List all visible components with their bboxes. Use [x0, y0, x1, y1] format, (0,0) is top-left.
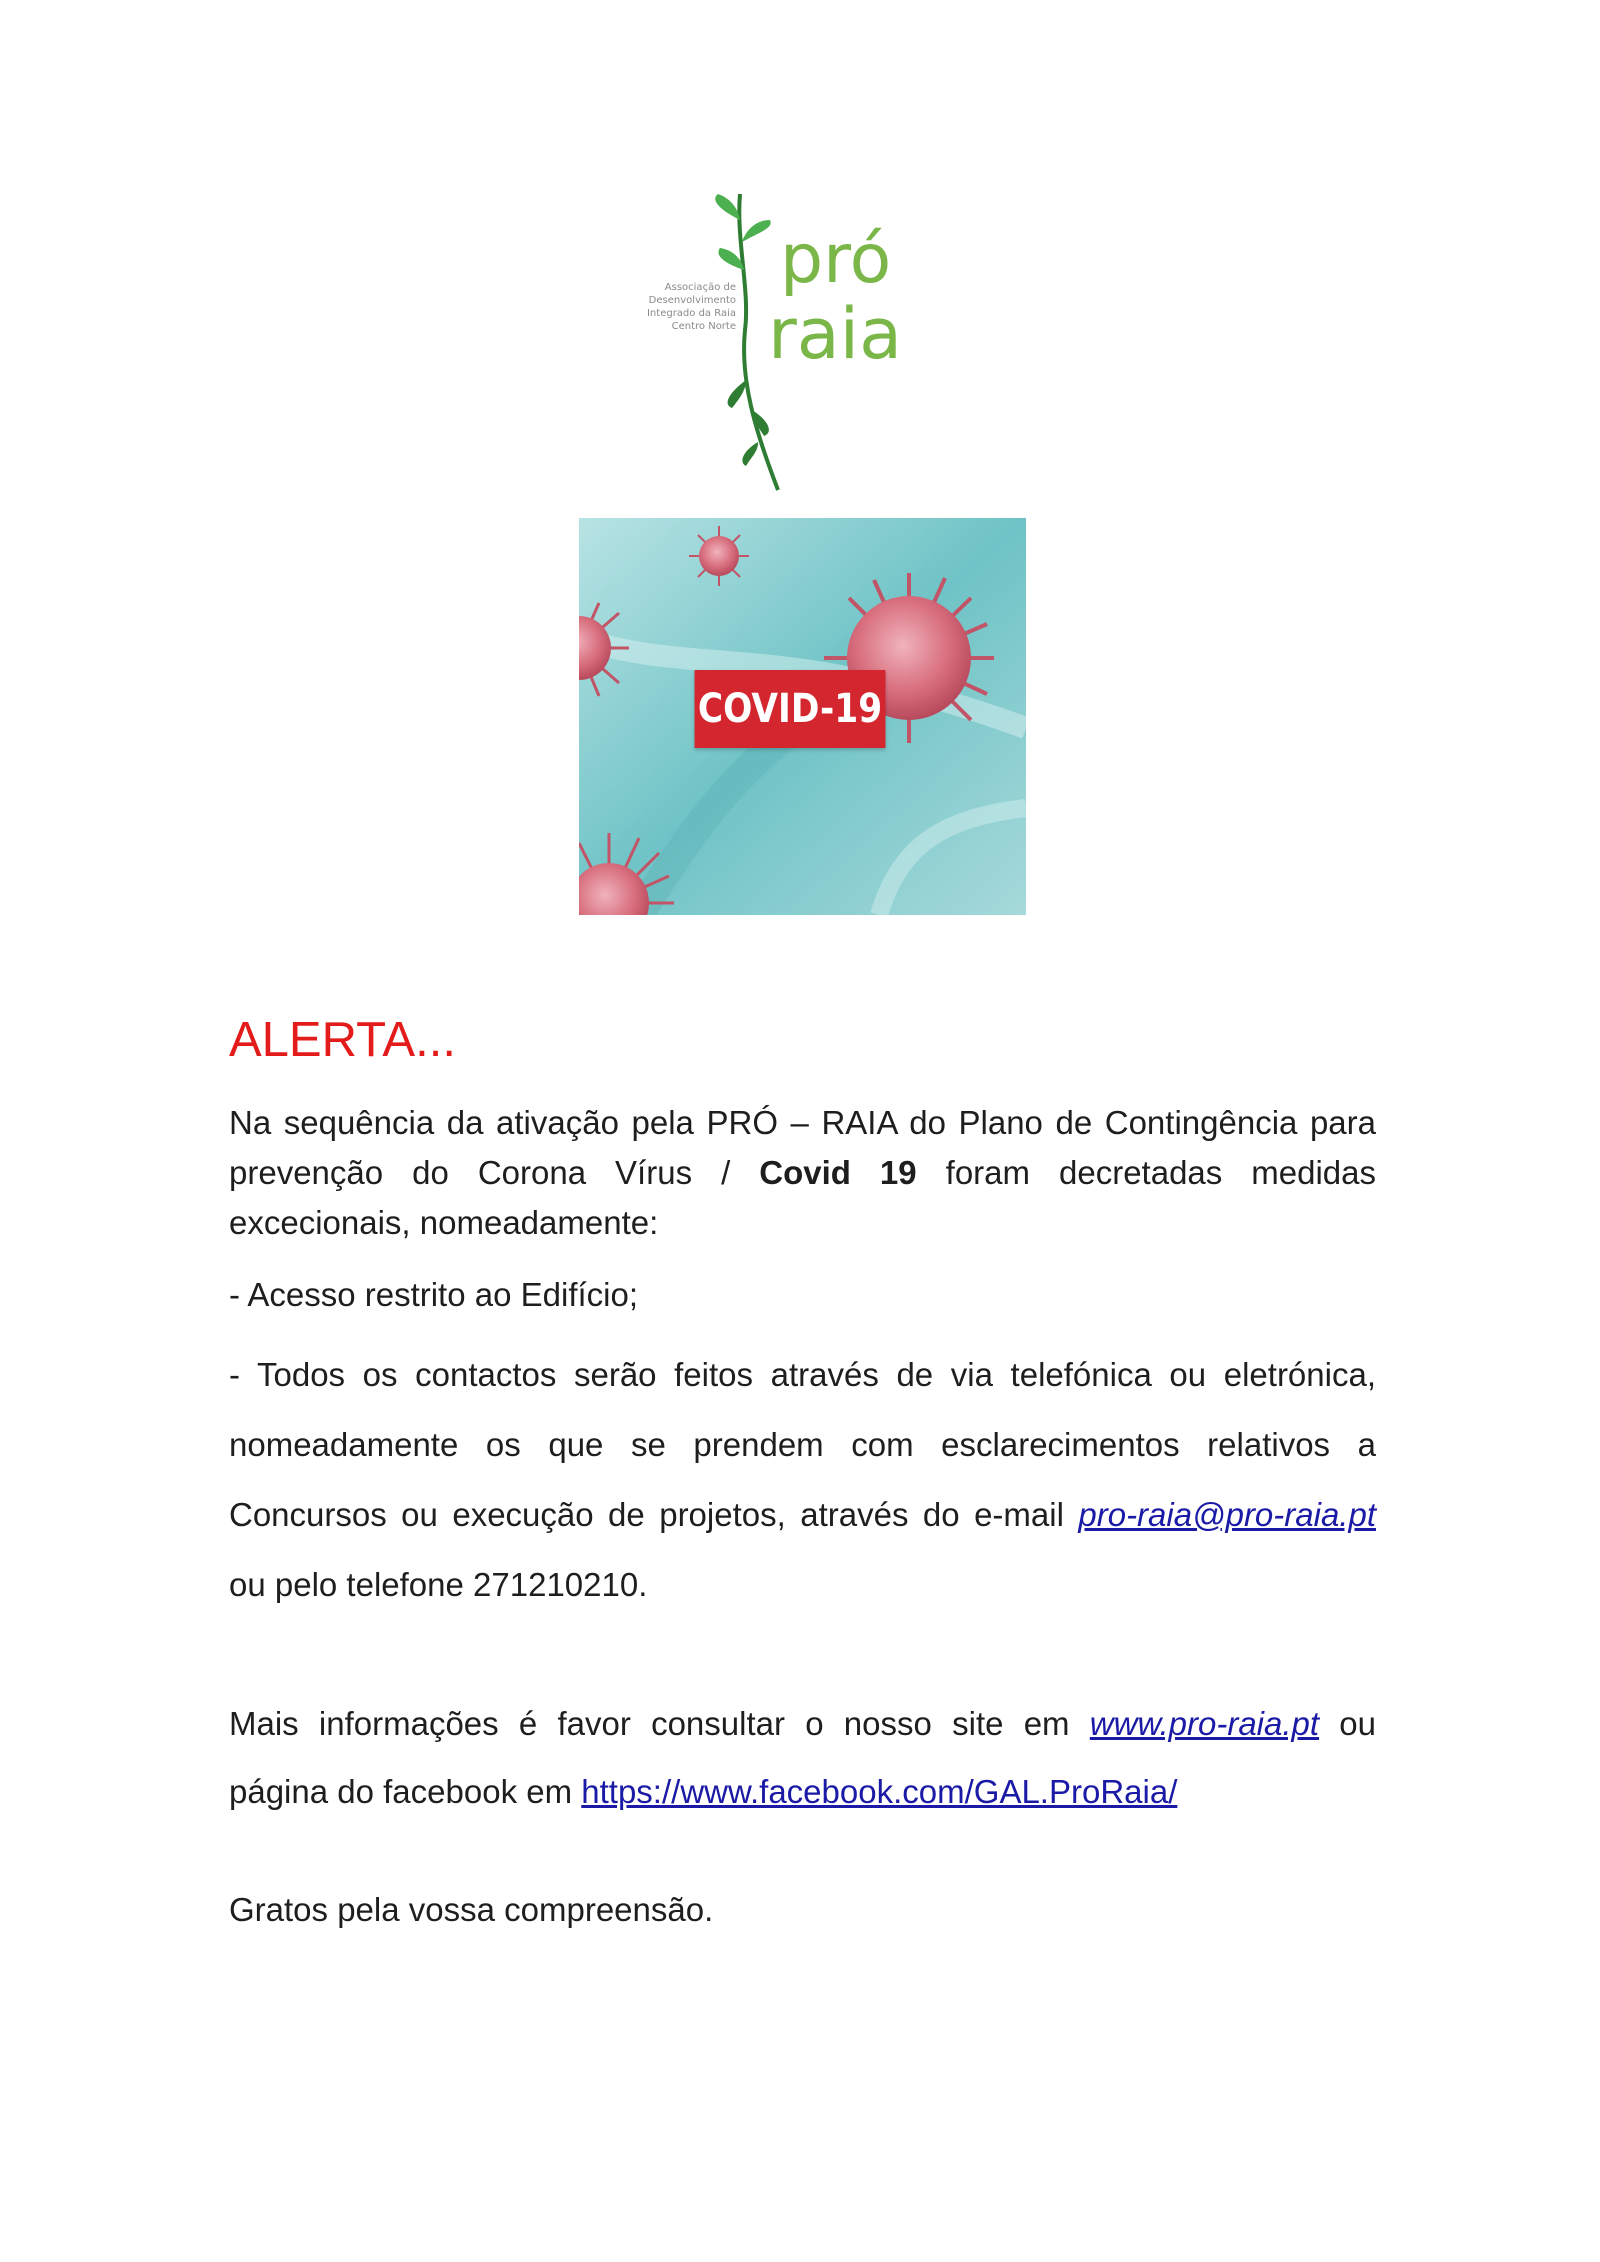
intro-line-2-end: foram decretadas medidas: [945, 1154, 1377, 1191]
pro-raia-logo-graphic: [640, 180, 960, 500]
intro-line-3: excecionais, nomeadamente:: [229, 1204, 659, 1241]
covid-19-badge: COVID-19: [695, 670, 886, 748]
contacts-line-3-text: Concursos ou execução de projetos, através do e-mail: [229, 1496, 1064, 1533]
logo-tagline-line: Associação de: [664, 282, 736, 293]
measure-restricted-access: [229, 1270, 1376, 1320]
contacts-line-1: - Todos os contactos serão feitos através de via telefónica ou eletrónica,: [229, 1356, 1376, 1393]
contacts-line-3: [229, 1480, 1376, 1550]
intro-paragraph: [229, 1098, 1376, 1248]
contacts-line-2: nomeadamente os que se prendem com esclarecimentos relativos a: [229, 1426, 1376, 1463]
more-info-line-2: [229, 1758, 1376, 1826]
email-link[interactable]: pro-raia@pro-raia.pt: [1078, 1496, 1376, 1533]
logo-tagline-line: Integrado da Raia: [646, 308, 736, 319]
logo-text-pro: pró: [780, 220, 892, 299]
more-info-line-1: [229, 1690, 1376, 1758]
covid-19-image: [579, 518, 1026, 915]
intro-line-2: [229, 1148, 1376, 1198]
logo-tagline-line: Desenvolvimento: [648, 295, 736, 306]
intro-line-1: Na sequência da ativação pela PRÓ – RAIA do Plano de Contingência para: [229, 1104, 1376, 1141]
more-info-line-1-text: Mais informações é favor consultar o nosso site em: [229, 1705, 1070, 1742]
pro-raia-logo: [640, 180, 960, 500]
facebook-link[interactable]: https://www.facebook.com/GAL.ProRaia/: [581, 1773, 1178, 1810]
more-info-line-2-text: página do facebook em: [229, 1773, 573, 1810]
measure-restricted-access-text: - Acesso restrito ao Edifício;: [229, 1276, 639, 1313]
thanks-text: Gratos pela vossa compreensão.: [229, 1891, 714, 1928]
logo-text-raia: raia: [768, 293, 903, 375]
contacts-line-4: ou pelo telefone 271210210.: [229, 1566, 648, 1603]
alert-title: ALERTA...: [229, 1013, 456, 1067]
intro-line-2-start: prevenção do Corona Vírus /: [229, 1154, 731, 1191]
more-info-paragraph: [229, 1690, 1376, 1826]
website-link[interactable]: www.pro-raia.pt: [1089, 1705, 1320, 1742]
more-info-line-1-end: ou: [1339, 1705, 1377, 1742]
logo-tagline-line: Centro Norte: [671, 321, 736, 332]
covid-19-bold: Covid 19: [759, 1154, 917, 1191]
thanks-paragraph: [229, 1885, 1376, 1935]
measure-contacts: [229, 1340, 1376, 1620]
